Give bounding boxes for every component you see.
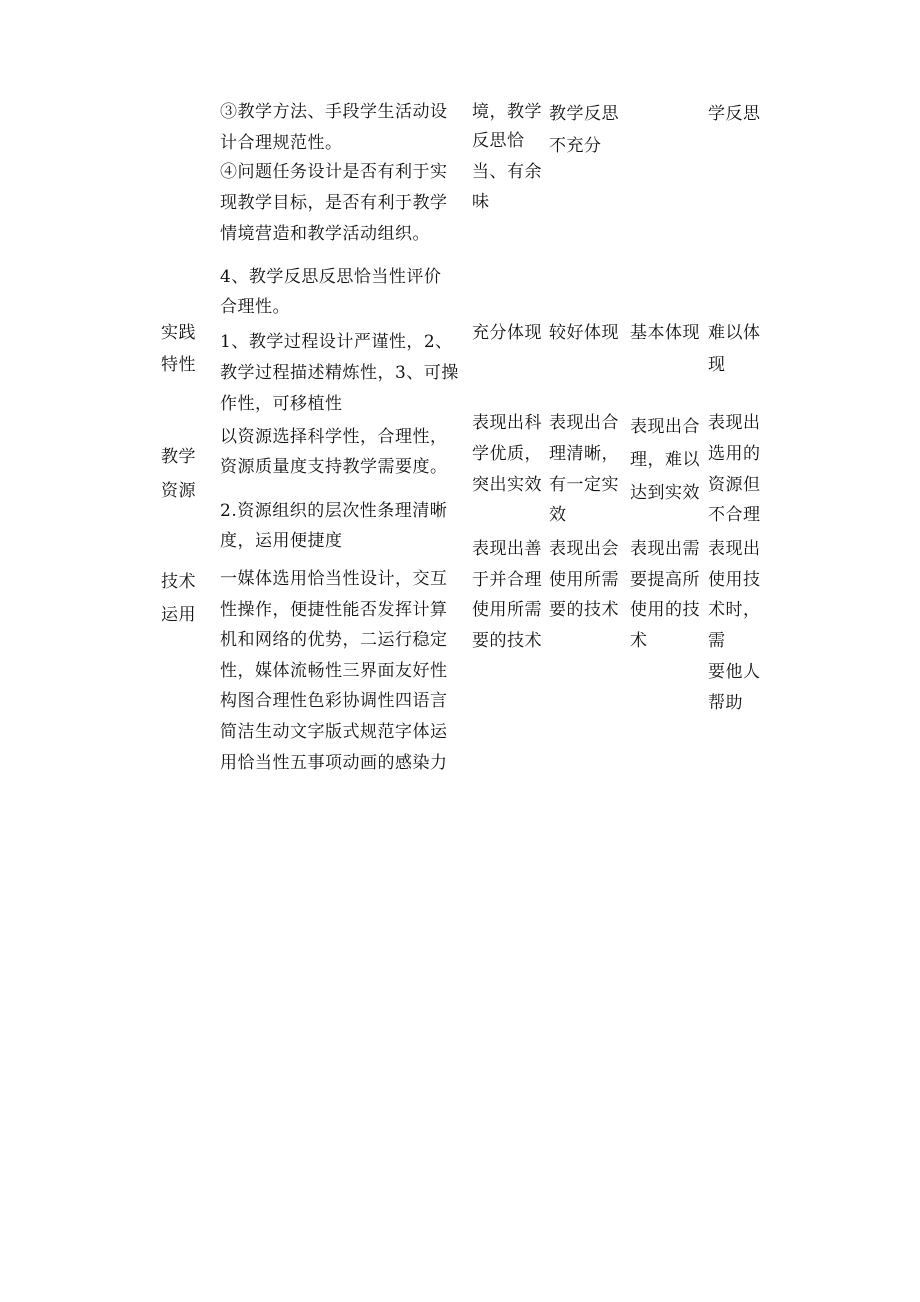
- criteria-line: 现教学目标，是否有利于教学: [220, 193, 448, 213]
- level1-line: 境，教学: [472, 102, 542, 122]
- category-label: 教学: [161, 447, 196, 467]
- criteria-line: 资源质量度支持教学需要度。: [220, 457, 448, 477]
- level3-line: 使用的技: [630, 600, 700, 620]
- section-item-line: 4、教学反思反思恰当性评价: [220, 267, 442, 287]
- level4-line: 现: [708, 355, 726, 375]
- level1-line: 当、有余: [472, 162, 542, 182]
- category-label: 技术: [161, 572, 196, 592]
- level2-line: 效: [549, 505, 567, 525]
- level2-line: 不充分: [549, 136, 602, 156]
- level4-line: 使用技: [708, 570, 761, 590]
- level1-line: 要的技术: [472, 631, 542, 651]
- criteria-line: 作性，可移植性: [220, 394, 343, 414]
- criteria-line: 用恰当性五事项动画的感染力: [220, 753, 448, 773]
- level2-line: 要的技术: [549, 600, 619, 620]
- criteria-line: 构图合理性色彩协调性四语言: [220, 691, 448, 711]
- level1-line: 突出实效: [472, 475, 542, 495]
- section-item-line: 合理性。: [220, 297, 290, 317]
- criteria-line: 机和网络的优势，二运行稳定: [220, 630, 448, 650]
- level4-line: 学反思: [708, 104, 761, 124]
- level2-cell: 较好体现: [549, 323, 619, 343]
- level4-line: 术时，: [708, 600, 761, 620]
- level1-line: 表现出善: [472, 539, 542, 559]
- level2-line: 教学反思: [549, 104, 619, 124]
- level1-cell: 充分体现: [472, 323, 542, 343]
- level3-line: 表现出需: [630, 539, 700, 559]
- level1-line: 反思恰: [472, 131, 525, 151]
- level2-line: 使用所需: [549, 570, 619, 590]
- category-label: 特性: [161, 355, 196, 375]
- criteria-line: 教学过程描述精炼性，3、可操: [220, 363, 459, 383]
- level1-line: 使用所需: [472, 600, 542, 620]
- level4-line: 需: [708, 631, 726, 651]
- level4-line: 要他人: [708, 662, 761, 682]
- level4-line: 难以体: [708, 323, 761, 343]
- level2-line: 理清晰，: [549, 444, 619, 464]
- level2-line: 表现出合: [549, 413, 619, 433]
- category-label: 实践: [161, 323, 196, 343]
- level4-line: 选用的: [708, 444, 761, 464]
- criteria-line: 1、教学过程设计严谨性，2、: [220, 332, 453, 352]
- level3-line: 表现出合: [630, 417, 700, 437]
- level1-line: 于并合理: [472, 570, 542, 590]
- level1-line: 表现出科: [472, 413, 542, 433]
- criteria-line: 性操作，便捷性能否发挥计算: [220, 600, 448, 620]
- level3-line: 达到实效: [630, 483, 700, 503]
- criteria-line: ③教学方法、手段学生活动设: [220, 102, 448, 122]
- criteria-line: 度，运用便捷度: [220, 531, 343, 551]
- level4-line: 表现出: [708, 539, 761, 559]
- level4-line: 帮助: [708, 693, 743, 713]
- level4-line: 表现出: [708, 413, 761, 433]
- criteria-line: 2.资源组织的层次性条理清晰: [220, 501, 448, 521]
- category-label: 资源: [161, 481, 196, 501]
- criteria-line: 以资源选择科学性，合理性，: [220, 427, 448, 447]
- criteria-line: 情境营造和教学活动组织。: [220, 224, 430, 244]
- criteria-line: ④问题任务设计是否有利于实: [220, 162, 448, 182]
- level3-line: 理，难以: [630, 450, 700, 470]
- level4-line: 不合理: [708, 505, 761, 525]
- criteria-line: 性，媒体流畅性三界面友好性: [220, 661, 448, 681]
- criteria-line: 简洁生动文字版式规范字体运: [220, 722, 448, 742]
- level3-cell: 基本体现: [630, 323, 700, 343]
- level2-line: 表现出会: [549, 539, 619, 559]
- criteria-line: 一媒体选用恰当性设计，交互: [220, 569, 448, 589]
- level4-line: 资源但: [708, 475, 761, 495]
- level3-line: 要提高所: [630, 570, 700, 590]
- level1-line: 学优质，: [472, 444, 542, 464]
- criteria-line: 计合理规范性。: [220, 133, 343, 153]
- level3-line: 术: [630, 631, 648, 651]
- level1-line: 味: [472, 192, 490, 212]
- category-label: 运用: [161, 605, 196, 625]
- level2-line: 有一定实: [549, 475, 619, 495]
